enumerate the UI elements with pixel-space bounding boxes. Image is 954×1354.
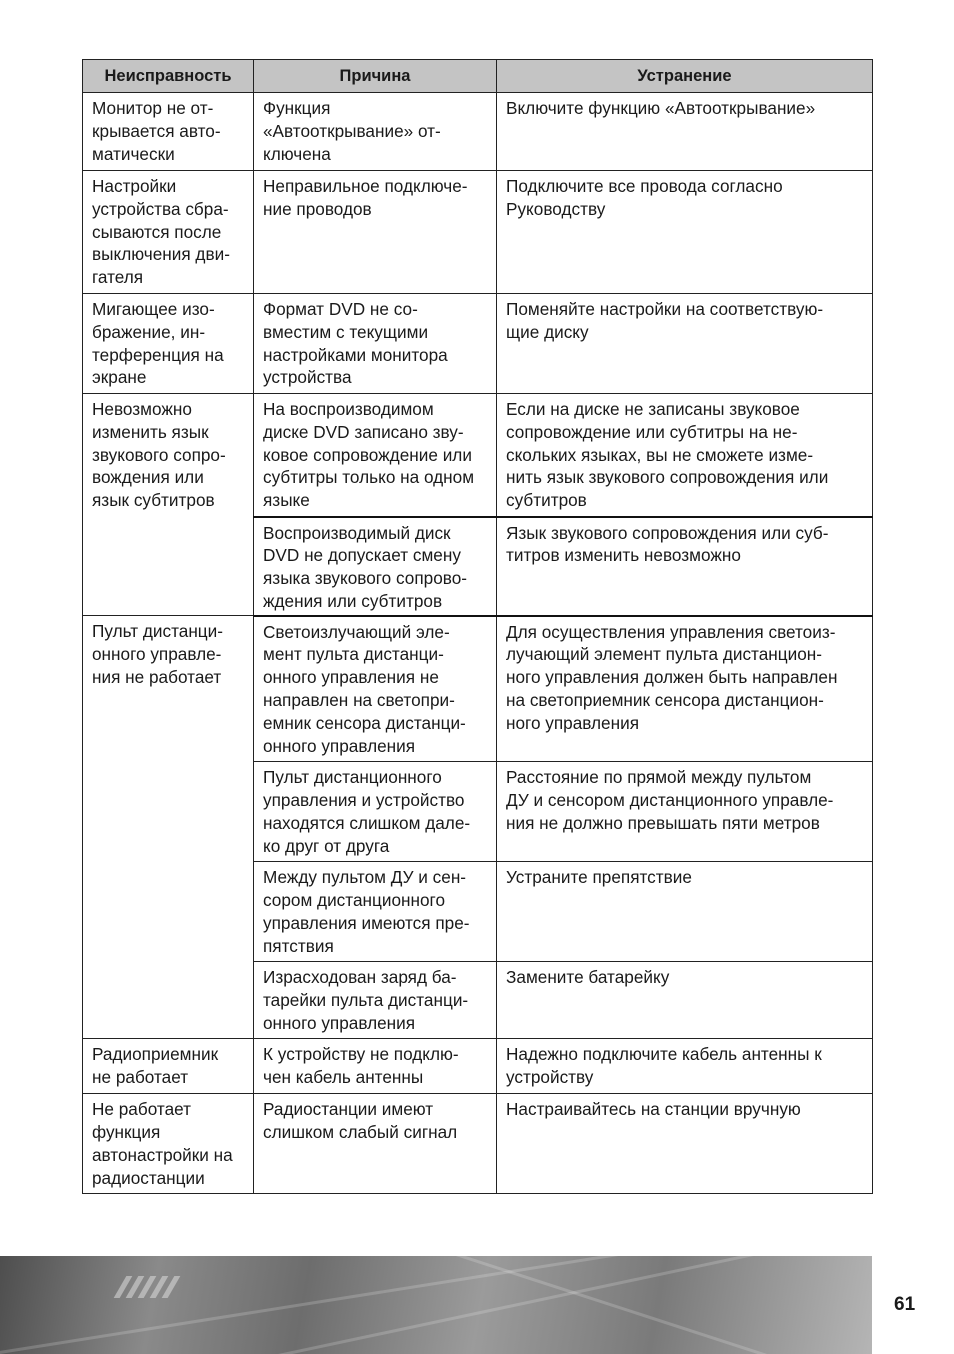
fault-text: Не работает функция автонастройки на радиостанции [92, 1099, 233, 1188]
troubleshooting-table [82, 59, 873, 1194]
cause-cell [254, 93, 497, 171]
fix-cell [497, 517, 873, 616]
cause-text: Радиостанции имеют слишком слабый сигнал [263, 1099, 458, 1142]
cause-cell [254, 616, 497, 762]
fix-cell [497, 1039, 873, 1094]
cause-text: На воспроизводимом диске DVD записано зву- ковое сопровождение или субтитры только на одном языке [263, 399, 475, 511]
fix-cell [497, 394, 873, 517]
fix-text: Расстояние по прямой между пультом ДУ и сенсором дистанционного управле- ния не должно превышать пяти метров [506, 767, 834, 833]
fix-text: Включите функцию «Автооткрывание» [506, 98, 816, 118]
fix-cell [497, 1094, 873, 1194]
fault-cell [83, 171, 254, 294]
fix-text: Для осуществления управления светоиз- лучающий элемент пульта дистанцион- ного управления должен быть направлен на светоприемник сенсора дистанцион- ного управления [506, 621, 838, 733]
table-row [83, 394, 873, 517]
footer-decorative-band [0, 1256, 872, 1354]
table-header-row [83, 60, 873, 93]
cause-cell [254, 1039, 497, 1094]
fault-text: Пульт дистанци- онного управле- ния не работает [92, 621, 223, 687]
fix-text: Настраивайтесь на станции вручную [506, 1099, 801, 1120]
cause-cell [254, 171, 497, 294]
fault-cell [83, 1094, 254, 1194]
cause-cell [254, 962, 497, 1039]
cause-cell [254, 294, 497, 394]
cause-cell [254, 762, 497, 862]
cause-text: Неправильное подключе- ние проводов [263, 176, 468, 219]
cause-text: Воспроизводимый диск DVD не допускает смену языка звукового сопрово- ждения или субтитров [263, 522, 467, 611]
fault-text: Мигающее изо- бражение, ин- терференция на экране [92, 299, 224, 388]
table-row [83, 1039, 873, 1094]
cause-cell [254, 394, 497, 517]
cause-cell [254, 862, 497, 962]
fix-text: Поменяйте настройки на соответствую- щие диску [506, 299, 824, 342]
table-row [83, 294, 873, 394]
cause-cell [254, 517, 497, 616]
table-row [83, 171, 873, 294]
cause-cell [254, 1094, 497, 1194]
table-row [83, 1094, 873, 1194]
fix-text: Подключите все провода согласно Руководству [506, 176, 783, 219]
header-fix: Устранение [497, 60, 873, 93]
fault-text: Настройки устройства сбра- сываются после выключения дви- гателя [92, 176, 230, 288]
fix-text: Язык звукового сопровождения или суб- титров изменить невозможно [506, 522, 829, 566]
fix-cell [497, 93, 873, 171]
cause-text: Пульт дистанционного управления и устройство находятся слишком дале- ко друг от друга [263, 767, 471, 856]
table-row [83, 93, 873, 171]
fault-cell [83, 394, 254, 616]
header-cause: Причина [254, 60, 497, 93]
fix-cell [497, 616, 873, 762]
cause-text: Израсходован заряд ба- тарейки пульта дистанци- онного управления [263, 967, 469, 1033]
fix-cell [497, 294, 873, 394]
fault-text: Монитор не от- крывается авто- матически [92, 98, 221, 164]
fix-text: Устраните препятствие [506, 867, 692, 888]
fix-cell [497, 862, 873, 962]
fault-cell [83, 616, 254, 1039]
fix-text: Замените батарейку [506, 967, 670, 988]
fix-cell [497, 962, 873, 1039]
cause-text: К устройству не подклю- чен кабель антенны [263, 1044, 459, 1087]
fix-text: Если на диске не записаны звуковое сопровождение или субтитры на не- скольких языках, вы не сможете изме- нить язык звукового сопровождения или субтитров [506, 399, 829, 511]
page-number: 61 [894, 1294, 916, 1315]
cause-text: Светоизлучающий эле- мент пульта дистанци- онного управления не направлен на светопри- емник сенсора дистанци- онного управления [263, 621, 466, 756]
fault-text: Радиоприемник не работает [92, 1044, 219, 1087]
fault-text: Невозможно изменить язык звукового сопро- вождения или язык субтитров [92, 399, 226, 511]
header-fault: Неисправность [83, 60, 254, 93]
fix-cell [497, 171, 873, 294]
fix-text: Надежно подключите кабель антенны к устройству [506, 1044, 822, 1087]
fault-cell [83, 1039, 254, 1094]
fix-cell [497, 762, 873, 862]
fault-cell [83, 294, 254, 394]
cause-text: Функция «Автооткрывание» от- ключена [263, 98, 441, 164]
cause-text: Формат DVD не со- вместим с текущими настройками монитора устройства [263, 299, 448, 388]
table-row [83, 616, 873, 762]
cause-text: Между пультом ДУ и сен- сором дистанционного управления имеются пре- пятствия [263, 867, 470, 956]
fault-cell [83, 93, 254, 171]
